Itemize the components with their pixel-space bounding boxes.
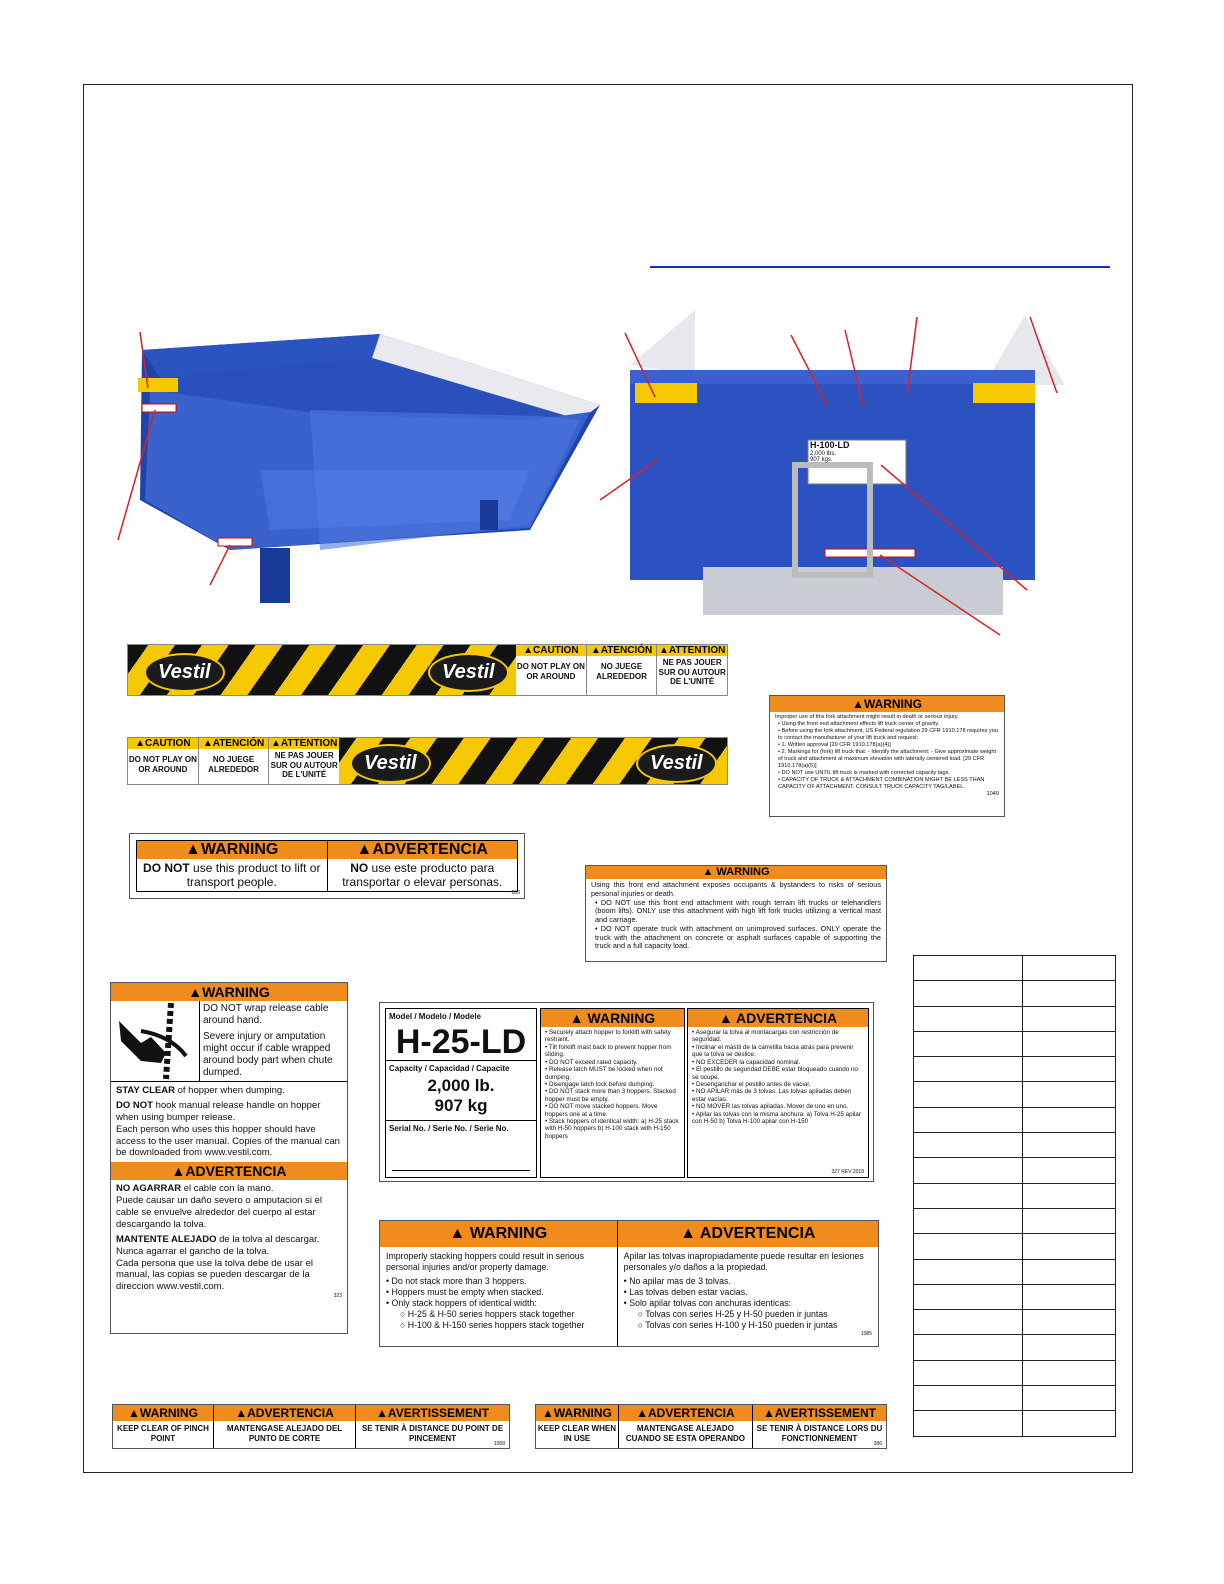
table-cell <box>1023 1360 1116 1385</box>
cable-line1: DO NOT wrap release cable around hand. <box>203 1003 329 1026</box>
model-item-en: • Disengage latch lock before dumping. <box>545 1081 680 1088</box>
vestil-logo: Vestil <box>144 653 225 692</box>
cable-es2: Puede causar un daño severo o amputacion si el cable se envuelve alrededor del cuerpo al estar descargando la tolva. <box>116 1195 322 1230</box>
stay-clear: STAY CLEAR <box>116 1085 175 1096</box>
model-item-es: • Desenganchar el pestillo antes de vaciar. <box>692 1081 864 1088</box>
table-cell <box>1023 981 1116 1006</box>
table-cell <box>1023 1234 1116 1259</box>
table-row <box>914 1259 1116 1284</box>
advertencia-header: ▲ADVERTENCIA <box>214 1405 355 1421</box>
cable-es4: Nunca agarrar el gancho de la tolva. <box>116 1245 270 1257</box>
front-end-warning <box>585 865 887 962</box>
table-cell <box>914 1360 1023 1385</box>
nameplate-model: H-100-LD <box>810 440 850 450</box>
vestil-logo: Vestil <box>636 744 717 783</box>
table-row <box>914 1082 1116 1107</box>
warning-header-en: ▲WARNING <box>137 841 327 859</box>
table-cell <box>914 1386 1023 1411</box>
fork-item: • 1. Written approval [29 CFR 1910.178(a)(4)] <box>778 742 999 749</box>
caution-text-fr: NE PAS JOUER SUR OU AUTOUR DE L'UNITÉ <box>270 751 338 780</box>
caution-text-es: NO JUEGE ALREDEDOR <box>596 662 647 681</box>
table-row <box>914 1386 1116 1411</box>
model-item-en: • Release latch MUST be locked when not dumping. <box>545 1066 680 1081</box>
caution-es: ▲ATENCIÓN <box>587 645 657 656</box>
table-row <box>914 1006 1116 1031</box>
caution-en: ▲CAUTION <box>516 645 586 656</box>
advertencia-header: ▲ADVERTENCIA <box>619 1405 752 1421</box>
no-people-warning <box>129 833 525 899</box>
no: NO <box>350 861 369 875</box>
stacking-item-es: • Solo apilar tolvas con anchuras identicas: <box>624 1298 872 1309</box>
warning-header: ▲WARNING <box>113 1405 213 1421</box>
caution-es: ▲ATENCIÓN <box>199 738 269 749</box>
warning-header-es: ▲ADVERTENCIA <box>111 1162 347 1180</box>
stacking-sub-en: H-25 & H-50 series hoppers stack together <box>407 1308 575 1319</box>
pinch-text-fr: SE TENIR À DISTANCE DU POINT DE PINCEMENT <box>361 1424 504 1443</box>
do-not: DO NOT <box>143 861 190 875</box>
capacity-lb: 2,000 lb. <box>427 1076 495 1095</box>
hand-cable-icon <box>111 1001 199 1081</box>
cable-line4: hook manual release handle on hopper when using bumper release. <box>116 1099 321 1123</box>
label-code: 327 REV 2018 <box>831 1169 864 1175</box>
model-item-en: • Tilt forklift mast back to prevent hopper from sliding. <box>545 1044 680 1059</box>
table-cell <box>1023 1411 1116 1436</box>
stacking-item-es: • Las tolvas deben estar vacias. <box>624 1287 872 1298</box>
people-text-es: use este producto para transportar o elevar personas. <box>342 861 503 890</box>
table-row <box>914 981 1116 1006</box>
table-row <box>914 1107 1116 1132</box>
front-end-intro: Using this front end attachment exposes occupants & bystanders to risks of serious personal injuries or death. <box>591 880 881 898</box>
model-capacity-label <box>379 1002 874 1182</box>
photo-nameplate <box>810 441 906 464</box>
model-item-es: • NO EXCEDER la capacidad nominal. <box>692 1059 864 1066</box>
table-cell <box>1023 1082 1116 1107</box>
model-item-es: • El pestillo de seguridad DEBE estar bloqueado cuando no se ocupe. <box>692 1066 864 1081</box>
table-cell <box>914 1411 1023 1436</box>
table-cell <box>914 1158 1023 1183</box>
table-cell <box>1023 1158 1116 1183</box>
warning-header-en: ▲WARNING <box>111 983 347 1001</box>
underline-link <box>650 266 1110 268</box>
pinch-point-label <box>112 1404 510 1449</box>
warning-header-es: ▲ ADVERTENCIA <box>618 1221 878 1247</box>
front-end-item: • DO NOT use this front end attachment with rough terrain lift trucks or telehandlers (boom lifts). ONLY use this attachment with high lift fork trucks utilizing a vertical mast and carriage. <box>595 899 881 925</box>
table-row <box>914 1234 1116 1259</box>
table-row <box>914 1031 1116 1056</box>
table-row <box>914 1158 1116 1183</box>
stacking-item-en: • Do not stack more than 3 hoppers. <box>386 1276 611 1287</box>
hopper-photo-side <box>110 320 610 620</box>
table-row <box>914 1335 1116 1360</box>
table-cell <box>1023 1310 1116 1335</box>
table-cell <box>914 1208 1023 1233</box>
table-cell <box>914 1006 1023 1031</box>
warning-header: ▲ WARNING <box>586 866 886 879</box>
warning-header-es: ▲ADVERTENCIA <box>328 841 518 859</box>
serial-caption: Serial No. / Serie No. / Serie No. <box>386 1120 536 1136</box>
table-cell <box>914 1107 1023 1132</box>
label-code: 003 <box>511 890 520 896</box>
table-cell <box>1023 1259 1116 1284</box>
table-cell <box>914 1234 1023 1259</box>
table-row <box>914 1310 1116 1335</box>
table-cell <box>1023 956 1116 981</box>
caution-strip-left <box>127 737 728 785</box>
table-cell <box>1023 1107 1116 1132</box>
caution-text-en: DO NOT PLAY ON OR AROUND <box>128 755 197 774</box>
hopper-photo-back <box>595 305 1065 645</box>
model-caption: Model / Modelo / Modele <box>389 1012 481 1021</box>
stacking-warning: ▲ WARNING Improperly stacking hoppers could result in serious personal injuries and/or property damage. • Do not stack more than 3 hoppers. • Hoppers must be empty when stacked. • Only stack hoppers of identical width: ○ H-25 & H-50 series hoppers stack together ○ H-100 & H-150 series hoppers stack together ▲ ADVERTENCIA Apilar las tolvas inapropiadamente puede resultar en lesiones personales y/o daños a la propiedad. • No apilar mas de 3 tolvas. • Las tolvas deben estar vacias. • Solo apilar tolvas con anchuras identicas: ○ Tolvas con series H-25 y H-50 pueden ir juntas ○ Tolvas con series H-100 y H-150 pueden ir juntas 1085 <box>379 1220 879 1347</box>
stacking-sub-en: H-100 & H-150 series hoppers stack together <box>407 1319 585 1330</box>
stacking-sub-es: Tolvas con series H-25 y H-50 pueden ir juntas <box>645 1308 828 1319</box>
warning-header-en: ▲ WARNING <box>541 1009 684 1027</box>
use-text-es: MANTENGASE ALEJADO CUANDO SE ESTA OPERANDO <box>625 1424 745 1443</box>
table-cell <box>914 1335 1023 1360</box>
stacking-item-en: • Only stack hoppers of identical width: <box>386 1298 611 1309</box>
do-not: DO NOT <box>116 1099 153 1111</box>
serial-blank <box>392 1170 530 1171</box>
model-item-es: • Asegurar la tolva al montacargas con restricción de seguridad. <box>692 1029 864 1044</box>
cable-es1: el cable con la mano. <box>181 1183 274 1195</box>
table-row <box>914 1360 1116 1385</box>
label-code: 1085 <box>860 1330 872 1337</box>
table-cell <box>914 981 1023 1006</box>
warning-header-en: ▲ WARNING <box>380 1221 617 1247</box>
stacking-item-en: • Hoppers must be empty when stacked. <box>386 1287 611 1298</box>
mantente-alejado: MANTENTE ALEJADO <box>116 1233 217 1245</box>
model-item-en: • DO NOT move stacked hoppers. Move hoppers one at a time. <box>545 1103 680 1118</box>
stacking-sub-es: Tolvas con series H-100 y H-150 pueden ir juntas <box>645 1319 838 1330</box>
table-cell <box>1023 1386 1116 1411</box>
fork-item: • DO NOT use UNTIL lift truck is marked with corrected capacity tags. <box>778 770 999 777</box>
avertissement-header: ▲AVERTISSEMENT <box>753 1405 886 1421</box>
table-cell <box>914 1031 1023 1056</box>
cable-line5: Each person who uses this hopper should have access to the user manual. Copies of the manual can be downloaded from www.vestil.com. <box>116 1123 340 1159</box>
table-cell <box>1023 1284 1116 1309</box>
table-row <box>914 1411 1116 1436</box>
table-cell <box>914 1183 1023 1208</box>
label-code: 1049 <box>986 790 999 797</box>
label-code: 323 <box>333 1293 342 1300</box>
table-row <box>914 1208 1116 1233</box>
caution-en: ▲CAUTION <box>128 738 198 749</box>
table-cell <box>914 1057 1023 1082</box>
table-cell <box>1023 1133 1116 1158</box>
use-text-en: KEEP CLEAR WHEN IN USE <box>537 1424 616 1443</box>
vestil-logo: Vestil <box>428 653 509 692</box>
fork-attachment-warning <box>769 695 1005 817</box>
table-row <box>914 1133 1116 1158</box>
fork-item: • CAPACITY OF TRUCK & ATTACHMENT COMBINATION MIGHT BE LESS THAN CAPACITY OF ATTACHMENT. CONSULT TRUCK CAPACITY TAG/LABEL. <box>778 777 999 791</box>
people-text-en: use this product to lift or transport people. <box>186 861 321 890</box>
table-cell <box>914 1133 1023 1158</box>
warning-header: ▲WARNING <box>770 696 1004 712</box>
front-end-item: • DO NOT operate truck with attachment on unimproved surfaces. ONLY operate the truck with the attachment on concrete or asphalt surfaces capable of supporting the truck and a full capacity load. <box>595 925 881 951</box>
model-item-es: • NO MOVER las tolvas apiladas. Mover de uno en uno. <box>692 1103 864 1110</box>
label-code: 1068 <box>493 1441 505 1447</box>
cable-es5: Cada persona que use la tolva debe de usar el manual, las copias se pueden descargar de la direccion www.vestil.com. <box>116 1257 313 1293</box>
table-cell <box>1023 1208 1116 1233</box>
caution-text-fr: NE PAS JOUER SUR OU AUTOUR DE L'UNITÉ <box>658 658 726 687</box>
table-cell <box>914 1284 1023 1309</box>
stacking-item-es: • No apilar mas de 3 tolvas. <box>624 1276 872 1287</box>
nameplate-lb: 2,000 lbs. <box>810 450 837 457</box>
cable-line2: Severe injury or amputation might occur if cable wrapped around body part when chute dumped. <box>203 1031 333 1078</box>
caution-fr: ▲ATTENTION <box>658 645 726 656</box>
fork-item: • Using the front end attachment effects lift truck center of gravity. <box>778 721 999 728</box>
table-row <box>914 1284 1116 1309</box>
parts-table <box>913 955 1116 1437</box>
use-text-fr: SE TENIR À DISTANCE LORS DU FONCTIONNEMENT <box>756 1424 883 1443</box>
model-item-es: • Apilar las tolvas con la misma anchura: a) Tolva H-25 apilar con H-50 b) Tolva H-100 apilar con H-150 <box>692 1111 864 1126</box>
table-cell <box>914 956 1023 981</box>
caution-fr: ▲ATTENTION <box>270 738 338 749</box>
table-cell <box>1023 1006 1116 1031</box>
model-item-en: • Securely attach hopper to forklift with safety restraint. <box>545 1029 680 1044</box>
vestil-logo: Vestil <box>350 744 431 783</box>
cable-es3: de la tolva al descargar. <box>216 1233 320 1245</box>
table-cell <box>914 1310 1023 1335</box>
fork-item: • Before using the fork attachment, US Federal regulation 29 CFR 1910.178 requires you to contact the manufacturer of your lift truck and request: <box>778 728 999 742</box>
warning-header: ▲WARNING <box>536 1405 618 1421</box>
caution-text-es: NO JUEGE ALREDEDOR <box>208 755 259 774</box>
model-item-es: • Inclinar el mástil de la carretilla hacia atrás para prevenir que la tolva se deslice. <box>692 1044 864 1059</box>
label-code: 286 <box>873 1441 882 1447</box>
model-item-en: • Stack hoppers of identical width: a) H-25 stack with H-50 hoppers b) H-100 stack with H-150 hoppers <box>545 1118 680 1140</box>
table-cell <box>1023 1031 1116 1056</box>
table-cell <box>914 1082 1023 1107</box>
capacity-caption: Capacity / Capacidad / Capacite <box>386 1060 536 1076</box>
fork-intro: Improper use of this fork attachment might result in death or serious injury. <box>775 714 959 720</box>
table-row <box>914 1183 1116 1208</box>
nameplate-kg: 907 kgs. <box>810 457 833 464</box>
capacity-kg: 907 kg <box>434 1096 488 1115</box>
model-item-en: • DO NOT stack more than 3 hoppers. Stacked hopper must be empty. <box>545 1088 680 1103</box>
model-number: H-25-LD <box>395 1023 527 1061</box>
cable-line3: of hopper when dumping. <box>174 1085 285 1096</box>
warning-header-es: ▲ ADVERTENCIA <box>688 1009 868 1027</box>
cable-release-warning <box>110 982 348 1334</box>
table-row <box>914 956 1116 981</box>
avertissement-header: ▲AVERTISSEMENT <box>356 1405 509 1421</box>
caution-text-en: DO NOT PLAY ON OR AROUND <box>516 662 585 681</box>
stacking-intro-en: Improperly stacking hoppers could result in serious personal injuries and/or property damage. <box>386 1251 585 1272</box>
model-item-es: • NO APILAR más de 3 tolvas. Las tolvas apiladas deben estar vacías. <box>692 1088 864 1103</box>
pinch-text-en: KEEP CLEAR OF PINCH POINT <box>117 1424 209 1443</box>
no-agarrar: NO AGARRAR <box>116 1183 182 1195</box>
table-cell <box>1023 1183 1116 1208</box>
table-cell <box>1023 1057 1116 1082</box>
table-cell <box>914 1259 1023 1284</box>
caution-strip-right <box>127 644 728 696</box>
stacking-intro-es: Apilar las tolvas inapropiadamente puede resultar en lesiones personales y/o daños a la propiedad. <box>623 1251 864 1272</box>
pinch-text-es: MANTENGASE ALEJADO DEL PUNTO DE CORTE <box>226 1424 343 1443</box>
fork-item: • 2. Markings for (fork) lift truck that: - Identify the attachment; - Give approximate weight of truck and attachment at maximum elevation with laterally centered load. [29 CFR 1910.178(a)(5)] <box>778 749 999 770</box>
in-use-label <box>535 1404 887 1449</box>
table-cell <box>1023 1335 1116 1360</box>
model-item-en: • DO NOT exceed rated capacity. <box>545 1059 680 1066</box>
table-row <box>914 1057 1116 1082</box>
